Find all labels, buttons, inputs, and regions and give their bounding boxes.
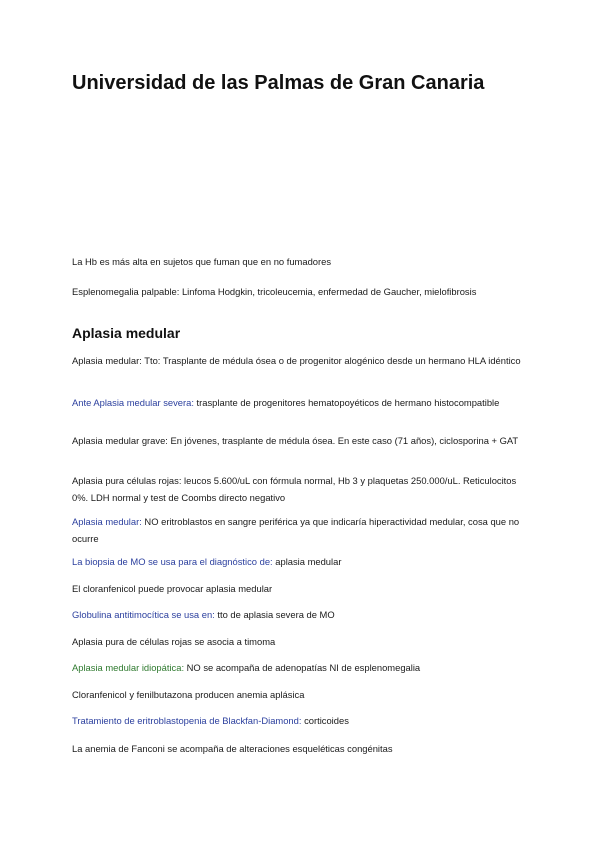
note-4-text: Aplasia pura células rojas: leucos 5.600/uL con fórmula normal, Hb 3 y plaquetas 250.000/uL. Reticulocitos 0%. LDH normal y test de Coombs directo negativo bbox=[72, 475, 517, 503]
note-13 bbox=[72, 740, 534, 757]
note-4 bbox=[72, 472, 534, 506]
note-12 bbox=[72, 712, 534, 729]
note-2-text: trasplante de progenitores hematopoyéticos de hermano histocompatible bbox=[193, 397, 500, 408]
note-3-text: Aplasia medular grave: En jóvenes, trasplante de médula ósea. En este caso (71 años), ciclosporina + GAT bbox=[72, 435, 519, 446]
note-12-label: Tratamiento de eritroblastopenia de Blackfan-Diamond: bbox=[72, 715, 302, 726]
note-7 bbox=[72, 580, 534, 597]
note-3 bbox=[72, 432, 534, 449]
note-6-text: aplasia medular bbox=[272, 556, 342, 567]
intro-paragraph-1: La Hb es más alta en sujetos que fuman que en no fumadores bbox=[72, 256, 332, 267]
note-11 bbox=[72, 686, 534, 703]
note-6 bbox=[72, 553, 534, 570]
note-5-label: Aplasia medular: bbox=[72, 516, 142, 527]
note-2 bbox=[72, 394, 534, 411]
note-10 bbox=[72, 659, 534, 676]
note-8-label: Globulina antitimocítica se usa en: bbox=[72, 609, 215, 620]
note-8-text: tto de aplasia severa de MO bbox=[214, 609, 335, 620]
note-2-label: Ante Aplasia medular severa: bbox=[72, 397, 194, 408]
note-7-text: El cloranfenicol puede provocar aplasia medular bbox=[72, 583, 273, 594]
note-11-text: Cloranfenicol y fenilbutazona producen anemia aplásica bbox=[72, 689, 305, 700]
note-10-text: NO se acompaña de adenopatías NI de esplenomegalia bbox=[184, 662, 421, 673]
note-6-label: La biopsia de MO se usa para el diagnóstico de: bbox=[72, 556, 273, 567]
note-12-text: corticoides bbox=[301, 715, 349, 726]
section-heading: Aplasia medular bbox=[72, 325, 181, 341]
note-1-text: Aplasia medular: Tto: Trasplante de médula ósea o de progenitor alogénico desde un hermano HLA idéntico bbox=[72, 355, 521, 366]
intro-paragraph-2: Esplenomegalia palpable: Linfoma Hodgkin, tricoleucemia, enfermedad de Gaucher, mielofibrosis bbox=[72, 286, 477, 297]
page-title: Universidad de las Palmas de Gran Canaria bbox=[72, 72, 485, 94]
note-1 bbox=[72, 352, 534, 369]
note-13-text: La anemia de Fanconi se acompaña de alteraciones esqueléticas congénitas bbox=[72, 743, 393, 754]
note-10-label: Aplasia medular idiopática: bbox=[72, 662, 185, 673]
note-9 bbox=[72, 633, 534, 650]
note-9-text: Aplasia pura de células rojas se asocia a timoma bbox=[72, 636, 276, 647]
note-5-text: NO eritroblastos en sangre periférica ya que indicaría hiperactividad medular, cosa que no ocurre bbox=[72, 516, 520, 544]
note-8 bbox=[72, 606, 534, 623]
note-5 bbox=[72, 513, 534, 547]
